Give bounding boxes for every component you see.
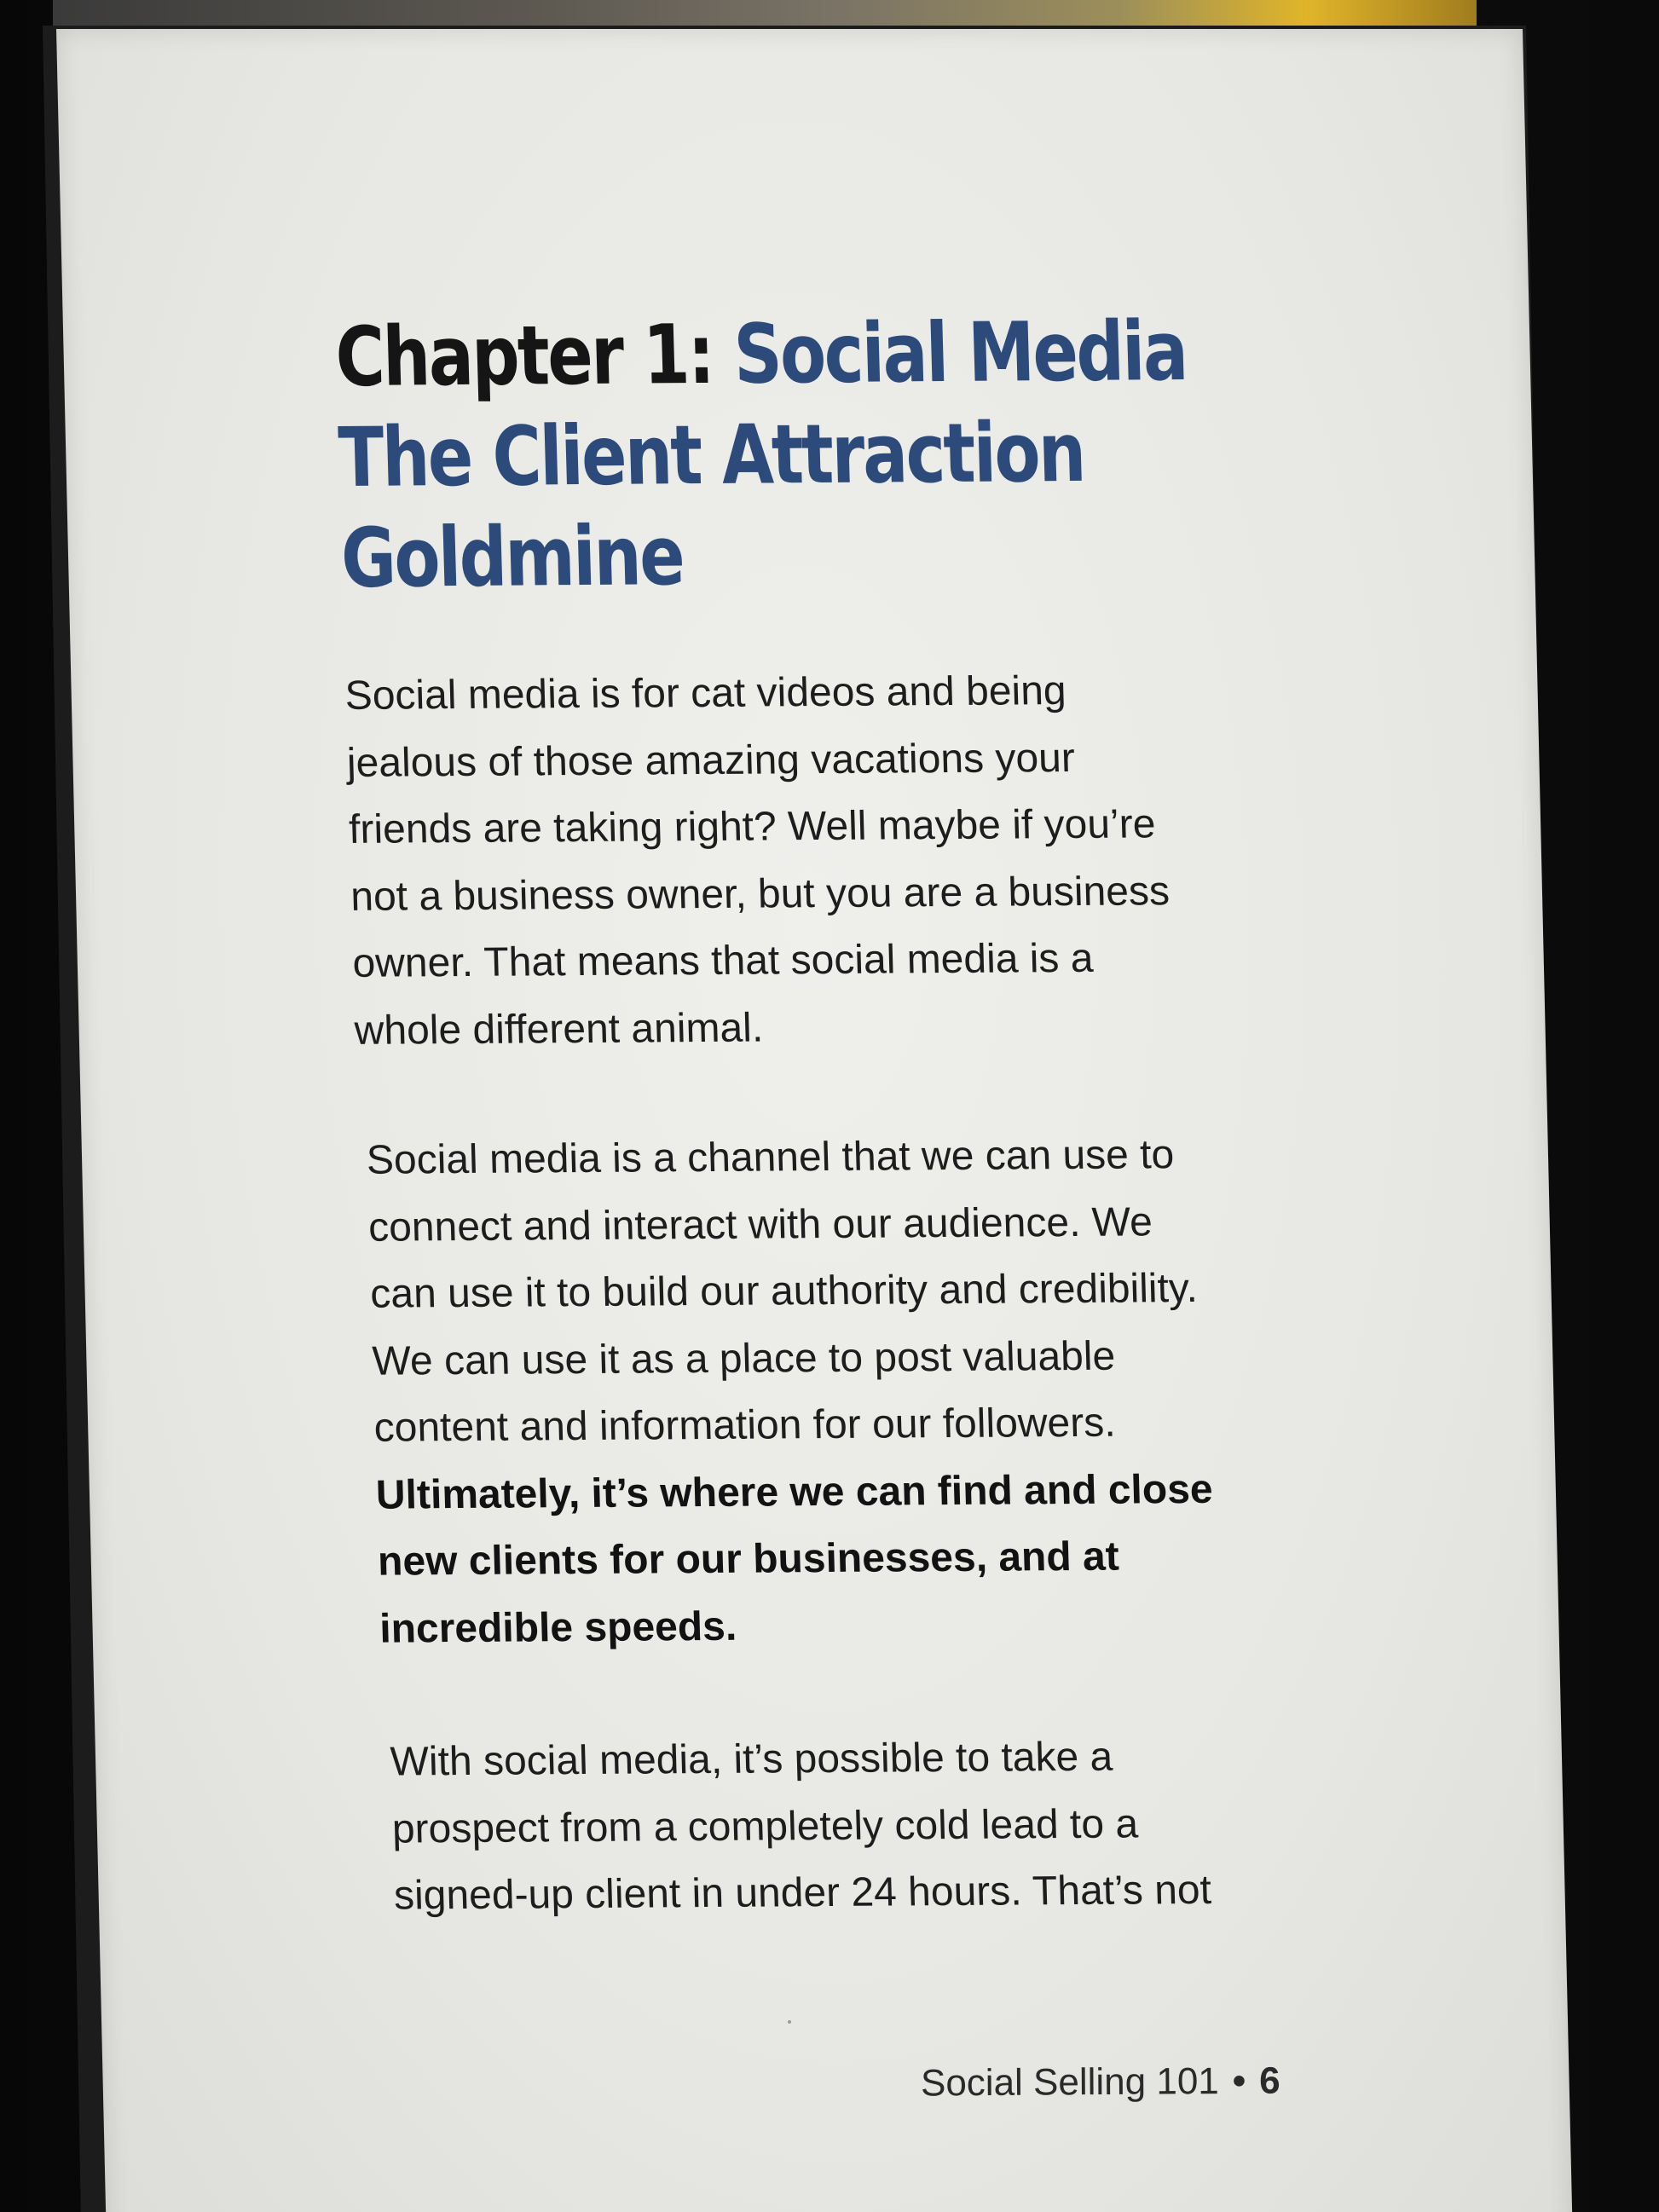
chapter-prefix: Chapter 1: — [334, 306, 714, 405]
bold-text-line: incredible speeds. — [379, 1603, 737, 1652]
text-line: signed-up client in under 24 hours. That’s not — [393, 1867, 1212, 1919]
text-line: With social media, it’s possible to take a — [389, 1734, 1113, 1785]
page-content — [334, 300, 1317, 1930]
book-title: Social Selling 101 — [920, 2060, 1219, 2105]
text-line: owner. That means that social media is a — [351, 935, 1095, 986]
chapter-title-accent-1: Social Media — [732, 303, 1188, 402]
text-line: whole different animal. — [353, 1005, 764, 1054]
page-number: 6 — [1259, 2059, 1280, 2102]
paragraph-2 — [357, 1121, 1310, 1663]
paragraph-3 — [374, 1723, 1318, 1930]
chapter-title-line-1 — [334, 301, 1246, 407]
bold-text-line: Ultimately, it’s where we can find and close — [375, 1466, 1214, 1518]
text-line: We can use it as a place to post valuable — [371, 1333, 1116, 1384]
text-line: friends are taking right? Well maybe if you’re — [348, 801, 1157, 852]
footer-separator: • — [1232, 2059, 1246, 2102]
paragraph-1 — [344, 656, 1293, 1065]
page-footer — [921, 2060, 1280, 2105]
chapter-title — [334, 301, 1251, 609]
chapter-title-line-2: The Client Attraction — [337, 404, 1086, 505]
text-line: not a business owner, but you are a business — [350, 868, 1171, 920]
text-line: jealous of those amazing vacations your — [346, 735, 1076, 786]
text-line: Social media is for cat videos and being — [344, 668, 1067, 719]
chapter-title-line-3: Goldmine — [339, 508, 685, 606]
text-line: content and information for our followers. — [373, 1400, 1117, 1451]
text-line: can use it to build our authority and credibility. — [369, 1265, 1199, 1317]
text-line: Social media is a channel that we can use to — [366, 1132, 1175, 1183]
bold-text-line: new clients for our businesses, and at — [377, 1533, 1120, 1585]
text-line: prospect from a completely cold lead to a — [391, 1800, 1139, 1852]
screen-speck — [788, 2020, 791, 2024]
text-line: connect and interact with our audience. We — [367, 1198, 1153, 1250]
